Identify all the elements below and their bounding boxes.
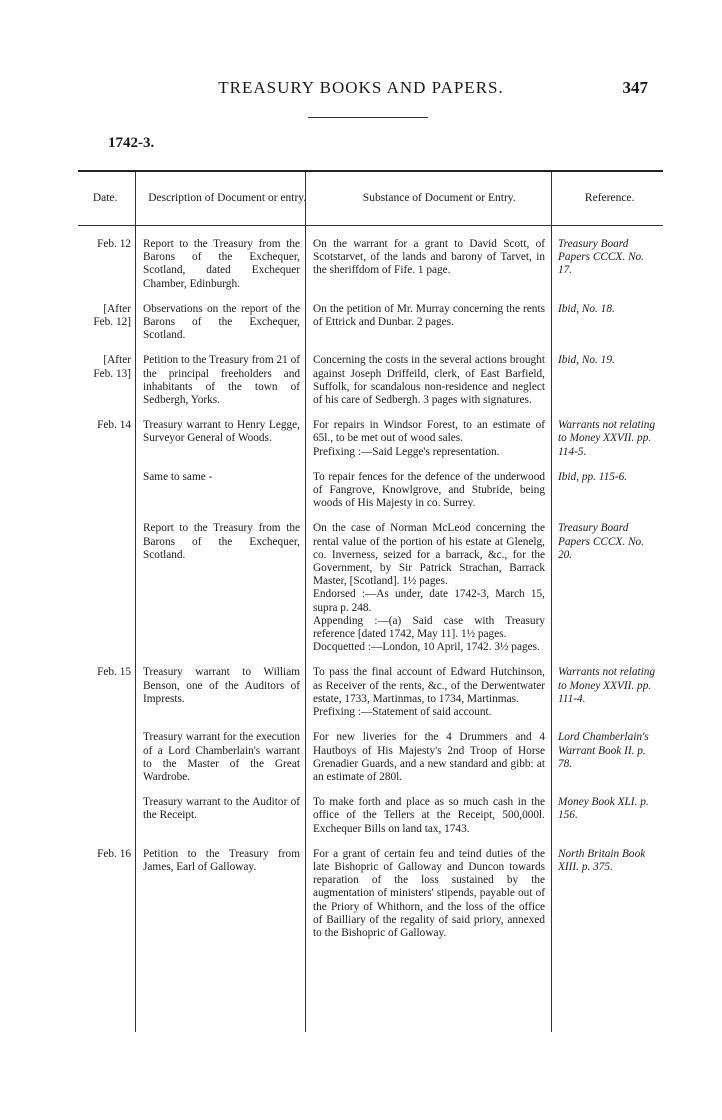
- entry-description: Report to the Treasury from the Barons of the Exchequer, Scotland.: [143, 522, 300, 561]
- table-row: [78, 303, 663, 343]
- substance-text: For repairs in Windsor Forest, to an estimate of 65l., to be met out of wood sales.: [313, 419, 545, 445]
- header-reference: Reference.: [584, 191, 635, 204]
- substance-text: For a grant of certain feu and teind duties of the late Bishopric of Galloway and Duncon towards reparation of the loss sustained by the augmentation of ministers' stipends, payable out of the Priory of Whithorn, and the loss of the office of Bailliary of the regality of said priory, annexed to the Bishopric of Galloway.: [313, 847, 545, 939]
- entry-description: Report to the Treasury from the Barons of the Exchequer, Scotland, dated Exchequer Chamber, Edinburgh.: [143, 238, 300, 290]
- substance-text: Concerning the costs in the several actions brought against Joseph Driffeild, clerk, of East Barfield, Suffolk, for scandalous non-residence and neglect of his care of Sedbergh. 3 pages with signatures.: [313, 354, 545, 407]
- table-row: [78, 354, 663, 407]
- entry-substance: [305, 731, 551, 784]
- entry-description: Observations on the report of the Barons of the Exchequer, Scotland.: [143, 302, 300, 342]
- header-date: Date.: [92, 191, 118, 204]
- substance-note: Docquetted :—London, 10 April, 1742. 3½ pages.: [313, 641, 540, 654]
- entry-reference: Ibid, No. 18.: [558, 302, 615, 315]
- entry-description: Petition to the Treasury from 21 of the principal freeholders and inhabitants of the town of Sedbergh, Yorks.: [143, 354, 300, 407]
- entry-substance: [305, 303, 551, 343]
- entry-description: Treasury warrant to the Auditor of the Receipt.: [143, 796, 300, 822]
- substance-note: Prefixing :—Statement of said account.: [313, 706, 492, 719]
- entry-reference: Money Book XLI. p. 156.: [558, 796, 649, 822]
- entry-substance: [305, 238, 551, 291]
- entry-description: Same to same -: [143, 470, 213, 483]
- entry-date: Feb. 14: [97, 419, 131, 432]
- entry-reference: Treasury Board Papers CCCX. No. 17.: [558, 238, 644, 277]
- entry-date: [After Feb. 12]: [93, 302, 131, 329]
- entry-date: Feb. 12: [97, 238, 131, 250]
- entry-description: Treasury warrant to Henry Legge, Surveyor General of Woods.: [143, 419, 300, 445]
- entry-description: Treasury warrant to William Benson, one of the Auditors of Imprests.: [143, 666, 300, 705]
- entry-reference: Lord Chamberlain's Warrant Book II. p. 78.: [558, 731, 649, 770]
- entry-substance: [305, 848, 551, 940]
- entry-reference: Warrants not relating to Money XXVII. pp. 114-5.: [558, 419, 656, 458]
- entry-date: [78, 471, 135, 511]
- substance-text: On the warrant for a grant to David Scott, of Scotstarvet, of the lands and barony of Tarvet, in the sheriffdom of Fife. 1 page.: [313, 238, 545, 277]
- table-row: [78, 666, 663, 719]
- substance-text: To make forth and place as so much cash in the office of the Tellers at the Receipt, 500,000l. Exchequer Bills on land tax, 1743.: [313, 796, 545, 835]
- table-row: [78, 238, 663, 291]
- table-row: [78, 419, 663, 459]
- entry-description: Petition to the Treasury from James, Earl of Galloway.: [143, 847, 300, 873]
- substance-note: Endorsed :—As under, date 1742-3, March 15, supra p. 248.: [313, 588, 545, 614]
- substance-text: To repair fences for the defence of the underwood of Fangrove, Knowlgrove, and Stubride, being woods of His Majesty in co. Surrey.: [313, 470, 545, 510]
- entry-date: Feb. 15: [97, 666, 131, 679]
- entry-reference: Warrants not relating to Money XXVII. pp. 111-4.: [558, 666, 656, 705]
- substance-note: Prefixing :—Said Legge's representation.: [313, 445, 500, 458]
- entry-date: [78, 796, 135, 836]
- entry-date: Feb. 16: [97, 847, 131, 860]
- entry-substance: [305, 471, 551, 511]
- table-body: [78, 238, 663, 940]
- substance-note: Appending :—(a) Said case with Treasury reference [dated 1742, May 11]. 1½ pages.: [313, 614, 545, 641]
- entry-substance: [305, 666, 551, 719]
- entry-date: [78, 731, 135, 784]
- year-heading: 1742-3.: [108, 135, 155, 151]
- substance-text: For new liveries for the 4 Drummers and 4 Hautboys of His Majesty's 2nd Troop of Horse Grenadier Guards, and a new standard and gibb: at an estimate of 280l.: [313, 731, 545, 783]
- table-row: [78, 731, 663, 784]
- column-divider: [305, 172, 306, 1032]
- substance-text: On the petition of Mr. Murray concerning the rents of Ettrick and Dunbar. 2 pages.: [313, 302, 545, 329]
- substance-text: To pass the final account of Edward Hutchinson, as Receiver of the rents, &c., of the Derwentwater estate, 1733, Martinmas, to 1734, Martinmas.: [313, 666, 545, 705]
- entry-reference: North Britain Book XIII. p. 375.: [558, 847, 646, 873]
- header-substance: Substance of Document or Entry.: [362, 191, 516, 204]
- entry-substance: [305, 354, 551, 407]
- entry-reference: Treasury Board Papers CCCX. No. 20.: [558, 522, 644, 561]
- table-row: [78, 796, 663, 836]
- table-row: [78, 848, 663, 940]
- column-divider: [135, 172, 136, 1032]
- entry-description: Treasury warrant for the execution of a Lord Chamberlain's warrant to the Master of the Great Wardrobe.: [143, 731, 300, 783]
- column-divider: [551, 172, 552, 1032]
- header-divider: [308, 117, 428, 118]
- entry-substance: [305, 796, 551, 836]
- entry-reference: Ibid, No. 19.: [558, 354, 615, 367]
- entry-substance: [305, 419, 551, 459]
- substance-text: On the case of Norman McLeod concerning the rental value of the portion of his estate at Glenelg, co. Inverness, seized for a barrack, &c., for the Government, by Sir Patrick Strachan, Barrack Master, [Scotland]. 1½ pages.: [313, 522, 545, 588]
- entry-substance: [305, 522, 551, 654]
- calendar-table: [78, 170, 663, 940]
- header-description: Description of Document or entry.: [148, 191, 307, 204]
- page-number: 347: [622, 78, 648, 97]
- table-row: [78, 522, 663, 654]
- table-row: [78, 471, 663, 511]
- entry-reference: Ibid, pp. 115-6.: [558, 470, 628, 483]
- entry-date: [78, 522, 135, 654]
- running-header-title: TREASURY BOOKS AND PAPERS.: [218, 78, 504, 97]
- table-header: [78, 172, 663, 226]
- entry-date: [After Feb. 13]: [93, 354, 131, 380]
